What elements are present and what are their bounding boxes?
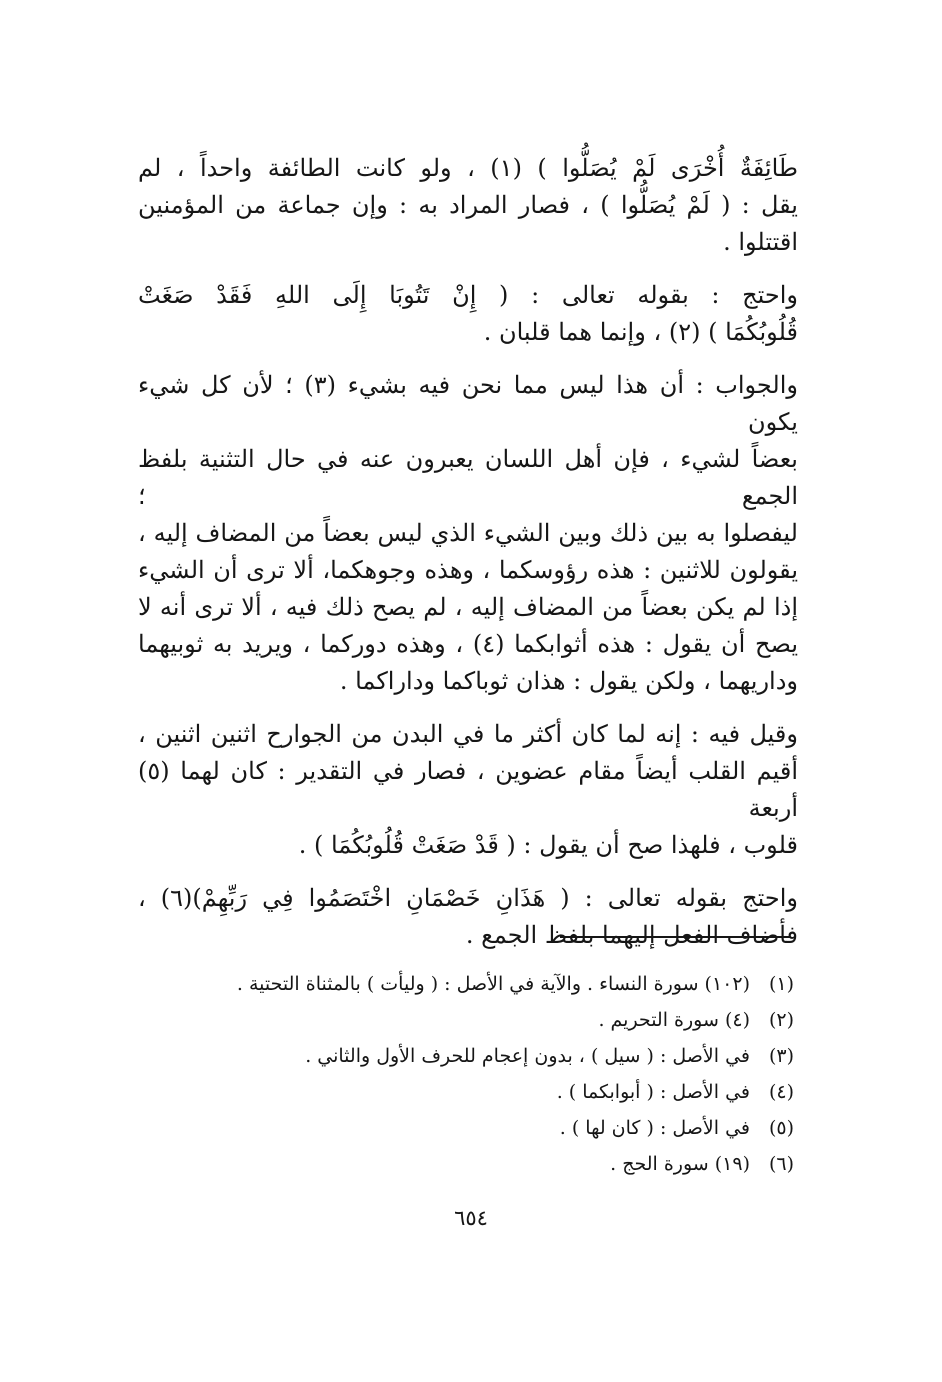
main-text (138, 150, 798, 970)
page-number: ٦٥٤ (454, 1206, 488, 1230)
footnote-text: في الأصل : ( أبوابكما ) . (556, 1081, 750, 1103)
footnote-number: (٤) (768, 1081, 794, 1103)
text-line: يقولون للاثنين : هذه رؤوسكما ، وهذه وجوهكما، ألا ترى أن الشيء (138, 556, 798, 584)
footnote-number: (٦) (768, 1153, 794, 1175)
text-line: اقتتلوا . (723, 228, 798, 256)
text-line: يقل : ( لَمْ يُصَلُّوا ) ، فصار المراد به : وإن جماعة من المؤمنين (138, 191, 798, 219)
text-line: فأضاف الفعل إليهما بلفظ الجمع . (465, 921, 798, 949)
footnote-text: في الأصل : ( سيل ) ، بدون إعجام للحرف الأول والثاني . (305, 1045, 750, 1067)
text-line: واحتج : بقوله تعالى : ( إِنْ تَتُوبَا إِلَى اللهِ فَقَدْ صَغَتْ (138, 281, 798, 309)
paragraph-5 (138, 880, 798, 954)
footnote-text: (٤) سورة التحريم . (598, 1009, 750, 1031)
footnote-number: (٥) (768, 1117, 794, 1139)
paragraph-2 (138, 277, 798, 351)
footnote-number: (٣) (768, 1045, 794, 1067)
footnote-divider (560, 936, 790, 938)
footnote-item (200, 1038, 794, 1074)
text-line: وداريهما ، ولكن يقول : هذان ثوباكما وداراكما . (339, 667, 798, 695)
text-line: إذا لم يكن بعضاً من المضاف إليه ، لم يصح ذلك فيه ، ألا ترى أنه لا (138, 593, 798, 621)
text-line: والجواب : أن هذا ليس مما نحن فيه بشيء (٣) ؛ لأن كل شيء يكون (138, 371, 798, 436)
text-line: ليفصلوا به بين ذلك وبين الشيء الذي ليس بعضاً من المضاف إليه ، (138, 519, 798, 547)
footnote-item (200, 1146, 794, 1182)
text-line: أقيم القلب أيضاً مقام عضوين ، فصار في التقدير : كان لهما (٥) أربعة (138, 757, 798, 822)
text-line: قلوب ، فلهذا صح أن يقول : ( قَدْ صَغَتْ قُلُوبُكُمَا ) . (298, 831, 798, 859)
footnote-text: (١٩) سورة الحج . (610, 1153, 750, 1175)
text-line: قُلُوبُكُمَا ) (٢) ، وإنما هما قلبان . (483, 318, 798, 346)
footnote-item (200, 1002, 794, 1038)
footnote-number: (٢) (768, 1009, 794, 1031)
paragraph-4 (138, 716, 798, 864)
text-line: واحتج بقوله تعالى : ( هَذَانِ خَصْمَانِ اخْتَصَمُوا فِي رَبِّهِمْ)(٦) ، (138, 884, 798, 912)
footnote-number: (١) (768, 973, 794, 995)
paragraph-1 (138, 150, 798, 261)
footnotes (200, 966, 794, 1182)
footnote-text: في الأصل : ( كان لها ) . (559, 1117, 750, 1139)
text-line: طَائِفَةٌ أُخْرَى لَمْ يُصَلُّوا ) (١) ، ولو كانت الطائفة واحداً ، لم (138, 154, 799, 182)
footnote-item (200, 966, 794, 1002)
text-line: وقيل فيه : إنه لما كان أكثر ما في البدن من الجوارح اثنين اثنين ، (138, 720, 798, 748)
footnote-text: (١٠٢) سورة النساء . والآية في الأصل : ( وليأت ) بالمثناة التحتية . (236, 973, 750, 995)
paragraph-3 (138, 367, 798, 700)
text-line: يصح أن يقول : هذه أثوابكما (٤) ، وهذه دوركما ، ويريد به ثوبيهما (138, 630, 798, 658)
footnote-item (200, 1110, 794, 1146)
text-line: بعضاً لشيء ، فإن أهل اللسان يعبرون عنه في حال التثنية بلفظ الجمع ؛ (138, 445, 798, 510)
footnote-item (200, 1074, 794, 1110)
